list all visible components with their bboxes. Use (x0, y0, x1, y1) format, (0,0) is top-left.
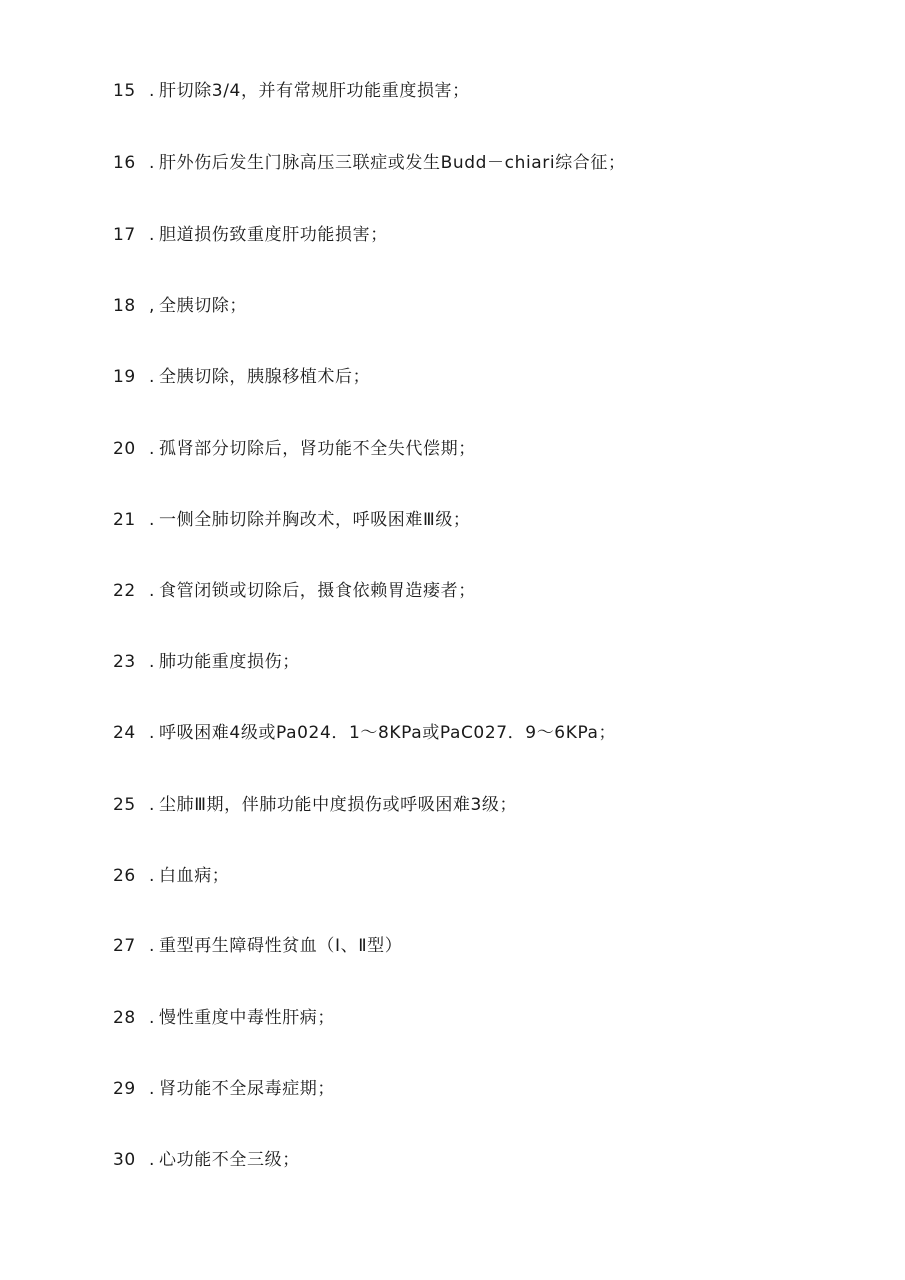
item-text: 心功能不全三级； (159, 1150, 300, 1170)
item-number: 27 (113, 936, 136, 956)
item-text: 肝外伤后发生门脉高压三联症或发生Budd－chiari综合征； (159, 153, 626, 173)
item-separator: . (149, 723, 156, 743)
item-separator: . (149, 795, 156, 815)
item-number: 20 (113, 439, 136, 459)
item-number: 28 (113, 1008, 136, 1028)
item-number: 21 (113, 510, 136, 530)
list-item (113, 649, 865, 675)
item-text: 肾功能不全尿毒症期； (159, 1079, 335, 1099)
item-number: 25 (113, 795, 136, 815)
item-number: 24 (113, 723, 136, 743)
item-text: 全胰切除，胰腺移植术后； (159, 367, 371, 387)
item-separator: . (149, 81, 156, 101)
list-item (113, 364, 865, 390)
item-separator: . (149, 367, 156, 387)
list-item (113, 933, 865, 959)
item-number: 26 (113, 866, 136, 886)
list-item (113, 863, 865, 889)
item-number: 17 (113, 225, 136, 245)
item-separator: . (149, 153, 156, 173)
item-separator: . (149, 581, 156, 601)
item-separator: . (149, 439, 156, 459)
item-text: 全胰切除； (159, 296, 247, 316)
item-text: 肺功能重度损伤； (159, 652, 300, 672)
list-item (113, 507, 865, 533)
list-item (113, 78, 865, 104)
list-item (113, 150, 865, 176)
item-separator: . (149, 1079, 156, 1099)
list-item (113, 1076, 865, 1102)
item-number: 29 (113, 1079, 136, 1099)
item-text: 孤肾部分切除后，肾功能不全失代偿期； (159, 439, 476, 459)
item-text: 食管闭锁或切除后，摄食依赖胃造瘘者； (159, 581, 476, 601)
item-text: 呼吸困难4级或Pa024．1～8KPa或PaC027．9～6KPa； (159, 723, 617, 743)
item-text: 白血病； (159, 866, 230, 886)
item-number: 15 (113, 81, 136, 101)
item-text: 慢性重度中毒性肝病； (159, 1008, 335, 1028)
item-text: 尘肺Ⅲ期，伴肺功能中度损伤或呼吸困难3级； (159, 795, 518, 815)
item-separator: . (149, 1008, 156, 1028)
list-item (113, 720, 865, 746)
item-text: 肝切除3/4，并有常规肝功能重度损害； (159, 81, 470, 101)
item-separator: . (149, 510, 156, 530)
item-number: 30 (113, 1150, 136, 1170)
item-text: 胆道损伤致重度肝功能损害； (159, 225, 388, 245)
item-number: 23 (113, 652, 136, 672)
item-separator: . (149, 866, 156, 886)
item-separator: . (149, 1150, 156, 1170)
list-item (113, 293, 865, 319)
item-separator: . (149, 936, 156, 956)
list-item (113, 222, 865, 248)
list-item (113, 1147, 865, 1173)
list-item (113, 1005, 865, 1031)
item-separator: . (149, 225, 156, 245)
item-number: 16 (113, 153, 136, 173)
item-separator: , (149, 296, 156, 316)
item-number: 19 (113, 367, 136, 387)
item-number: 18 (113, 296, 136, 316)
list-item (113, 578, 865, 604)
item-text: 重型再生障碍性贫血（Ⅰ、Ⅱ型） (159, 936, 403, 956)
item-separator: . (149, 652, 156, 672)
item-number: 22 (113, 581, 136, 601)
list-item (113, 436, 865, 462)
list-item (113, 792, 865, 818)
item-text: 一侧全肺切除并胸改术，呼吸困难Ⅲ级； (159, 510, 471, 530)
